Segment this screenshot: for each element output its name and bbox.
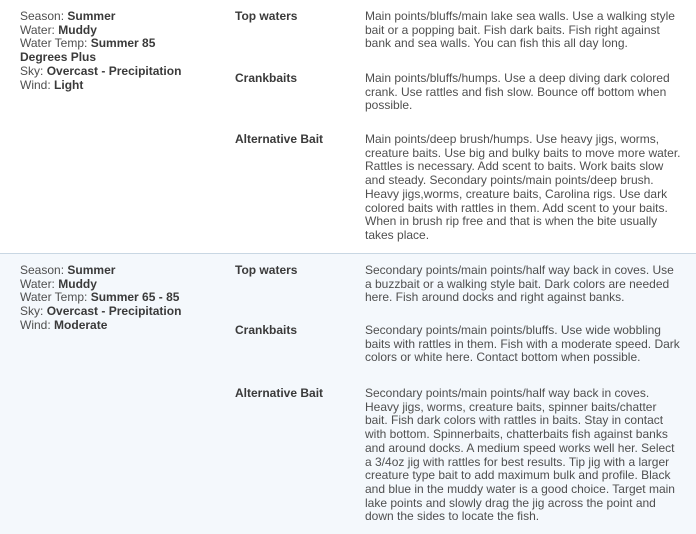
bait-description: Secondary points/main points/half way back in coves. Use a buzzbait or a walking style bait. Dark colors are needed here. Fish around docks and right against banks.	[365, 263, 674, 305]
bait-description: Main points/bluffs/main lake sea walls. Use a walking style bait or a popping bait. Fish dark baits. Fish right against bank and sea walls. You can fish this all day long.	[365, 9, 675, 51]
season-label: Season:	[20, 9, 65, 23]
sky-label: Sky:	[20, 63, 44, 78]
bait-name: Alternative Bait	[235, 386, 324, 400]
bait-description: Main points/bluffs/humps. Use a deep diving dark colored crank. Use rattles and fish slow. Bounce off bottom when possible.	[365, 71, 670, 113]
conditions-block-2	[0, 254, 696, 534]
bait-description: Secondary points/main points/bluffs. Use wide wobbling baits with rattles in them. Fish with a moderate speed. Dark colors or white here. Contact bottom when possible.	[365, 323, 680, 365]
sky-label: Sky:	[20, 304, 44, 319]
water-line	[20, 24, 200, 38]
bait-name: Crankbaits	[235, 71, 298, 85]
bait-name: Alternative Bait	[235, 132, 324, 146]
water-value: Muddy	[58, 22, 97, 37]
season-line	[20, 10, 200, 24]
water-label: Water:	[20, 22, 55, 37]
season-value: Summer	[67, 263, 116, 277]
water-temp-label: Water Temp:	[20, 290, 88, 305]
water-temp-value: Summer 65 - 85	[90, 290, 180, 305]
wind-value: Light	[54, 77, 84, 92]
bait-name: Crankbaits	[235, 323, 298, 337]
water-label: Water:	[20, 276, 55, 291]
conditions-panel	[20, 264, 200, 333]
season-value: Summer	[67, 9, 116, 23]
wind-label: Wind:	[20, 317, 51, 332]
wind-line	[20, 79, 200, 93]
wind-line	[20, 319, 200, 333]
bait-description: Main points/deep brush/humps. Use heavy jigs, worms, creature baits. Use big and bulky baits to move more water. Rattles is necessary. Add scent to baits. Work baits slow and steady. Secondary points/main points/deep brush. Heavy jigs,worms, creature baits, Carolina rigs. Use dark colored baits with rattles in them. Add scent to your baits. When in brush rip free and that is when the bite usually takes place.	[365, 132, 681, 242]
water-temp-line	[20, 291, 200, 305]
sky-value: Overcast - Precipitation	[46, 304, 182, 319]
water-line	[20, 278, 200, 292]
water-value: Muddy	[58, 276, 97, 291]
season-line	[20, 264, 200, 278]
bait-name: Top waters	[235, 9, 298, 23]
conditions-panel	[20, 10, 200, 92]
wind-value: Moderate	[54, 317, 108, 332]
sky-value: Overcast - Precipitation	[46, 63, 182, 78]
sky-line	[20, 305, 200, 319]
water-temp-line	[20, 37, 200, 64]
wind-label: Wind:	[20, 77, 51, 92]
season-label: Season:	[20, 263, 65, 277]
bait-description: Secondary points/main points/half way back in coves. Heavy jigs, worms, creature baits, spinner baits/chatter bait. Fish dark colors with rattles in baits. Stay in contact with bottom. Spinnerbaits, chatterbaits fish against banks and around docks. A medium speed works well her. Select a 3/4oz jig with rattles for best results. Tip jig with a larger creature type bait to add maximum bulk and profile. Black and blue in the muddy water is a good choice. Target main lake points and slowly drag the jig across the point and down the sides to locate the fish.	[365, 386, 675, 524]
conditions-block-1	[0, 0, 696, 254]
sky-line	[20, 65, 200, 79]
water-temp-label: Water Temp:	[20, 36, 88, 51]
bait-name: Top waters	[235, 263, 298, 277]
water-temp-value: Summer 85 Degrees Plus	[20, 36, 156, 65]
